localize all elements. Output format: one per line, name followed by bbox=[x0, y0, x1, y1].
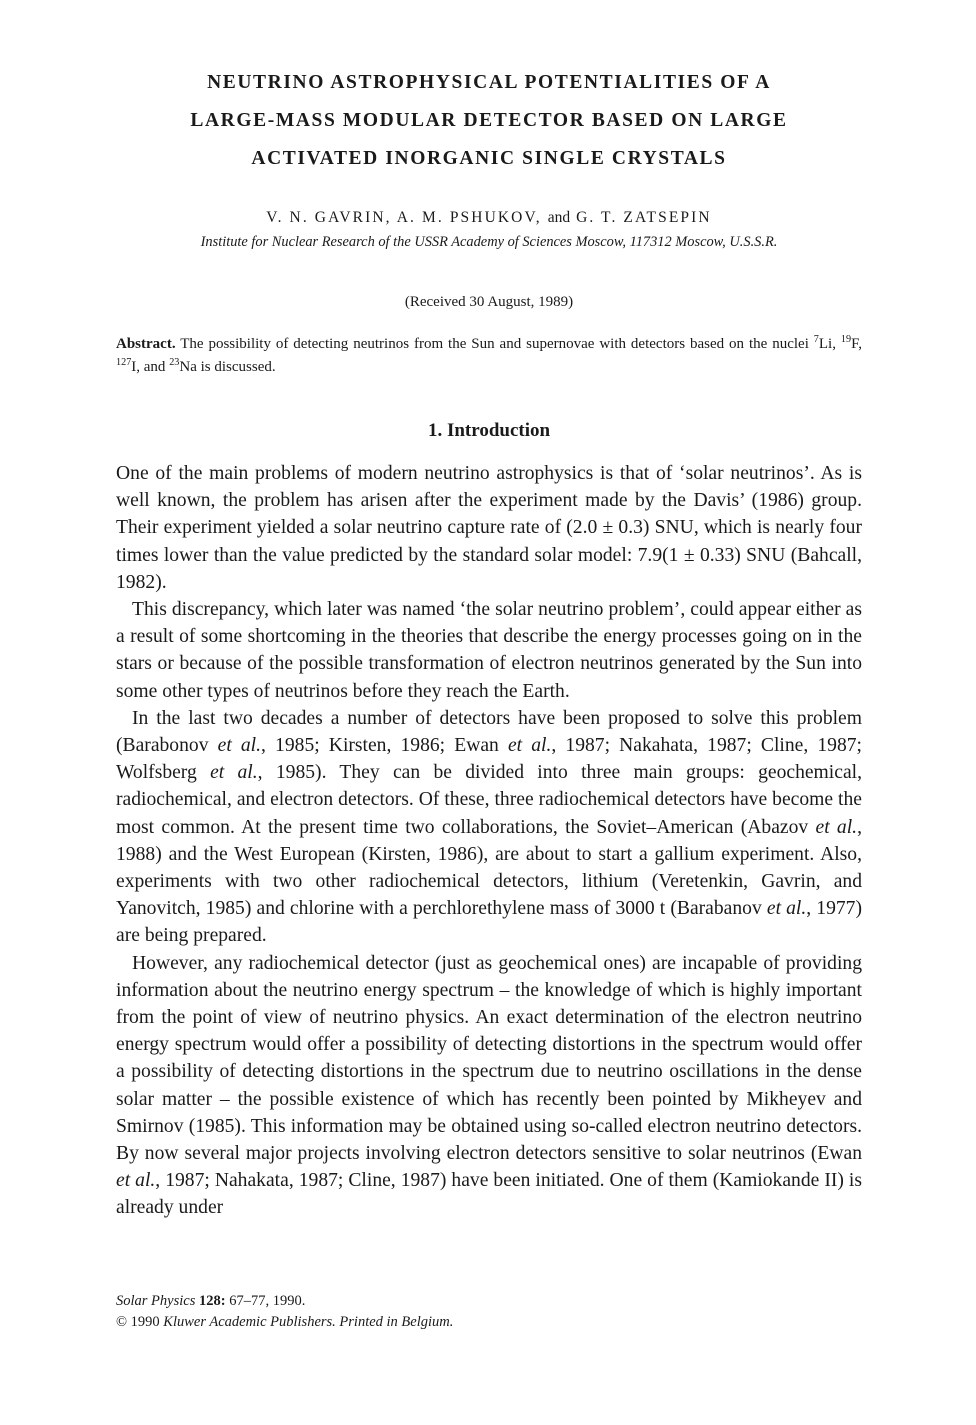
paragraph-text: One of the main problems of modern neutrino astrophysics is that of ‘solar neutrinos’. As is well known, the problem has arisen after the experiment made by the Davis’ (1986) group. Their experiment yielded a solar neutrino capture rate of (2.0 ± 0.3) SNU, which is nearly four times lower than the value predicted by the standard solar model: 7.9(1 ± 0.33) SNU (Bahcall, 1982). bbox=[116, 463, 862, 593]
italic-text: et al. bbox=[766, 898, 807, 920]
italic-text: et al. bbox=[210, 762, 258, 784]
paragraph-text: , 1985; Kirsten, 1986; Ewan bbox=[261, 735, 508, 757]
authors-and: and bbox=[547, 209, 571, 226]
paragraph bbox=[116, 596, 862, 705]
title-line-2: LARGE-MASS MODULAR DETECTOR BASED ON LARGE bbox=[190, 110, 788, 131]
italic-text: et al. bbox=[815, 816, 858, 838]
affiliation: Institute for Nuclear Research of the USSR Academy of Sciences Moscow, 117312 Moscow, U.S.S.R. bbox=[200, 234, 778, 250]
authors-last: G. T. ZATSEPIN bbox=[576, 209, 712, 226]
title-line-1: NEUTRINO ASTROPHYSICAL POTENTIALITIES OF A bbox=[207, 72, 771, 93]
isotope-mass: 19 bbox=[840, 334, 852, 345]
paragraph-text: This discrepancy, which later was named ‘the solar neutrino problem’, could appear either as a result of some shortcoming in the theories that describe the energy processes going on in the stars or because of the possible transformation of electron neutrinos generated by the Sun into some other types of neutrinos before they reach the Earth. bbox=[116, 599, 862, 702]
isotope-symbol: Li, bbox=[818, 336, 841, 352]
paragraph-text: , 1985). They can be divided into three main groups: geochemical, radiochemical, and electron detectors. Of these, three radiochemical detectors have become the most common. At the present time two collaborations, the Soviet–American (Abazov bbox=[116, 762, 862, 838]
copyright-line bbox=[116, 1312, 453, 1333]
received-date: (Received 30 August, 1989) bbox=[404, 294, 574, 310]
copyright-year: © 1990 bbox=[116, 1314, 164, 1330]
paragraph bbox=[116, 460, 862, 596]
paper-title bbox=[116, 64, 862, 178]
section-heading: 1. Introduction bbox=[427, 420, 551, 441]
title-line-3: ACTIVATED INORGANIC SINGLE CRYSTALS bbox=[251, 148, 727, 169]
isotope-mass: 23 bbox=[169, 357, 180, 368]
abstract-label: Abstract. bbox=[116, 336, 176, 352]
publisher: Kluwer Academic Publishers. Printed in Belgium. bbox=[163, 1314, 454, 1330]
citation-line bbox=[116, 1291, 453, 1312]
paragraph-text: However, any radiochemical detector (just as geochemical ones) are incapable of providing information about the neutrino energy spectrum – the knowledge of which is highly important from the point of view of neutrino physics. An exact determination of the electron neutrino energy spectrum would offer a possibility of detecting distortions in the spectrum would offer a possibility of detecting distortions in the spectrum due to neutrino oscillations in the dense solar matter – the possible existence of which has recently been pointed by Mikheyev and Smirnov (1985). This information may be obtained using so-called electron neutrino detectors. By now several major projects involving electron detectors sensitive to solar neutrinos (Ewan bbox=[116, 952, 862, 1165]
paragraph-text: , 1987; Nakahata, 1987; Cline, 1987; Wolfsberg bbox=[116, 735, 862, 784]
journal-pages: 67–77, 1990. bbox=[225, 1293, 306, 1309]
authors-first: V. N. GAVRIN, A. M. PSHUKOV, bbox=[266, 209, 542, 226]
paragraph-text: , 1987; Nahakata, 1987; Cline, 1987) have been initiated. One of them (Kamiokande II) is already under bbox=[116, 1170, 862, 1219]
isotope-symbol: I, and bbox=[131, 359, 170, 375]
paper-page bbox=[116, 64, 862, 1222]
isotope-mass: 7 bbox=[813, 334, 819, 345]
italic-text: et al. bbox=[507, 735, 552, 757]
paragraph-text: , 1988) and the West European (Kirsten, 1986), are about to start a gallium experiment. Also, experiments with two other radiochemical detectors, lithium (Veretenkin, Gavrin, and Yanovitch, 1985) and chlorine with a perchlorethylene mass of 3000 t (Barabanov bbox=[116, 816, 862, 920]
paragraph bbox=[116, 950, 862, 1222]
italic-text: et al. bbox=[116, 1170, 156, 1192]
page-footer bbox=[116, 1291, 453, 1333]
paragraph-text: In the last two decades a number of detectors have been proposed to solve this problem (Barabonov bbox=[116, 707, 862, 757]
author-list bbox=[116, 205, 862, 231]
italic-text: et al. bbox=[217, 735, 262, 757]
isotope-mass: 127 bbox=[116, 357, 132, 368]
abstract bbox=[116, 333, 862, 379]
journal-volume: 128: bbox=[198, 1293, 226, 1309]
abstract-text: The possibility of detecting neutrinos from the Sun and supernovae with detectors based on the nuclei bbox=[175, 336, 814, 352]
journal-name: Solar Physics bbox=[116, 1293, 196, 1309]
body-text bbox=[116, 460, 862, 1222]
paragraph-text: , 1977) are being prepared. bbox=[116, 898, 863, 947]
isotope-symbol: Na is discussed. bbox=[179, 359, 276, 375]
paragraph bbox=[116, 705, 862, 950]
isotope-symbol: F, bbox=[851, 336, 862, 352]
